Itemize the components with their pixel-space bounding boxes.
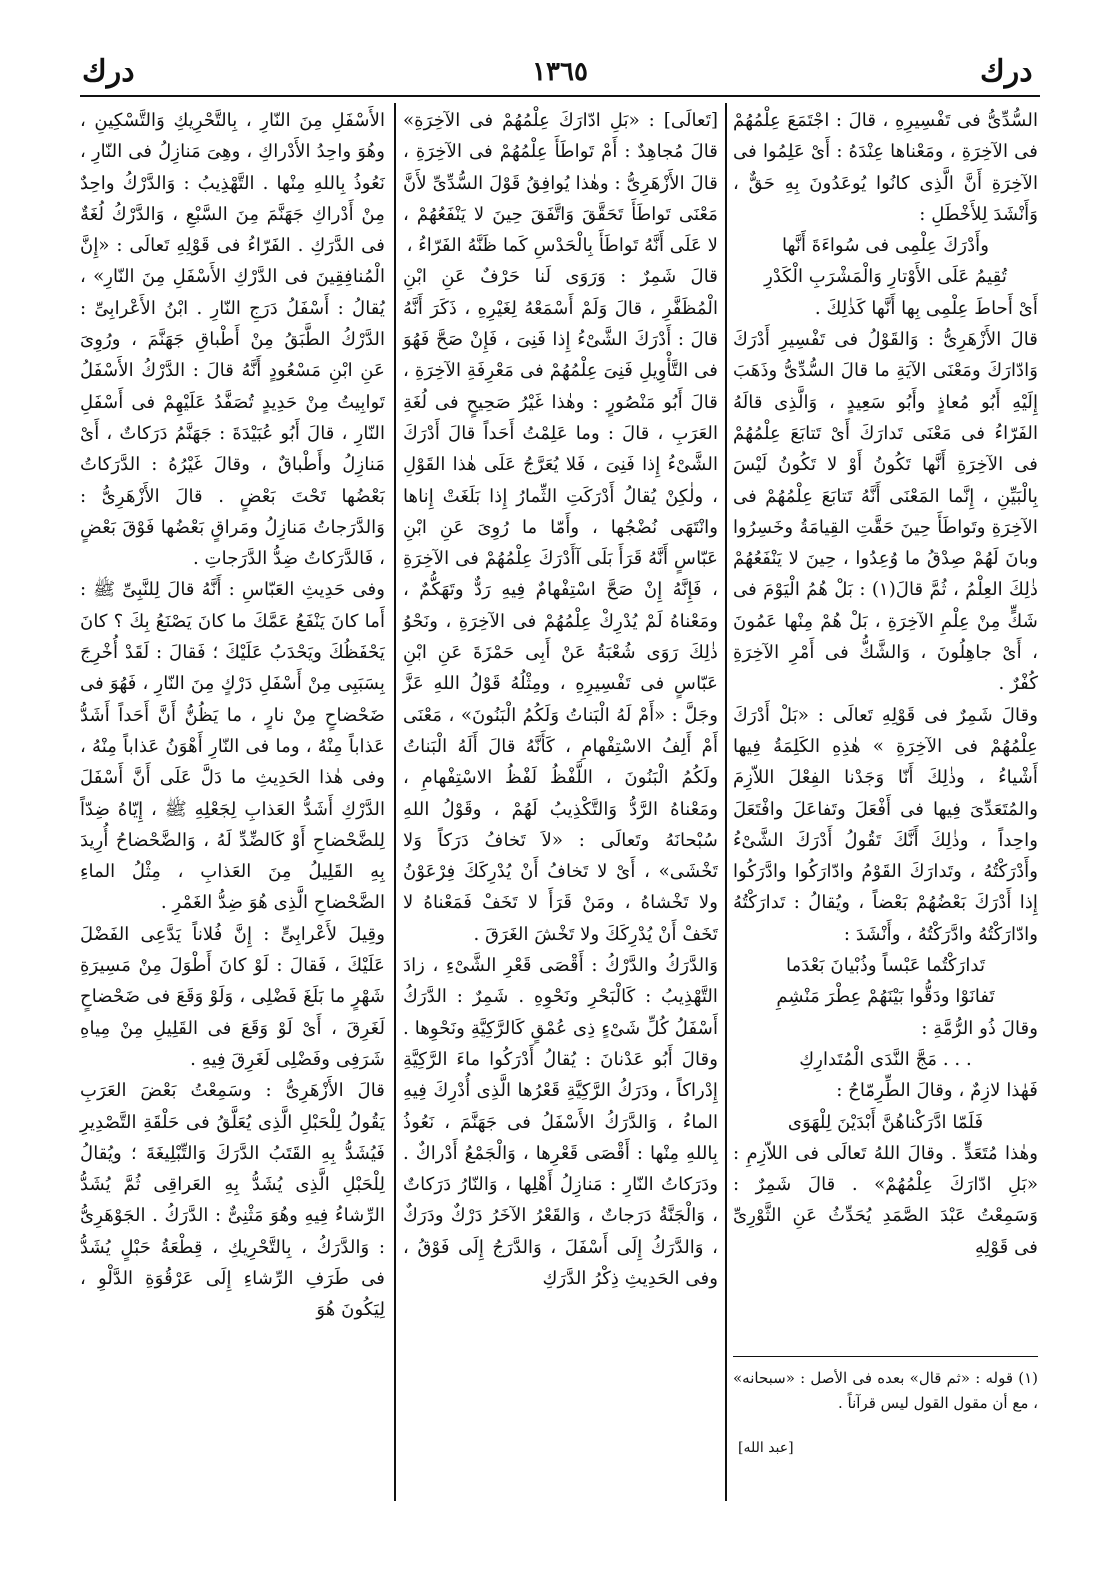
paragraph: قالَ الأَزْهَرِىُّ : وسَمِعْتُ بَعْضَ العَرَبِ يَقُولُ لِلْحَبْلِ الَّذِى يُعَلَّقُ فى حَلْقَةِ التَّصْدِيرِ فَيُشَدُّ بِهِ القَتَبُ الدَّرَكَ وَالتِّبْلِيغَةَ ؛ ويُقالُ لِلْحَبْلِ الَّذِى يُشَدُّ بِهِ العَراقِى ثُمَّ يُشَدُّ الرِّشاءُ فِيهِ وهُوَ مَثْنِىٌّ : الدَّرَكُ . الجَوْهَرِىُّ : وَالدَّرَكُ ، بِالتَّحْرِيكِ ، قِطْعَةُ حَبْلٍ يُشَدُّ فى طَرَفِ الرِّشاءِ إِلَى عَرْقُوَةِ الدَّلْوِ ، لِيَكُونَ هُوَ xyxy=(80,1080,385,1321)
verse-line: تَدارَكْتُما عَبْساً وذُبْيانَ بَعْدَما xyxy=(785,955,986,977)
paragraph: فَهٰذا لازِمٌ ، وقالَ الطِّرِمّاحُ : xyxy=(836,1080,1038,1102)
footnote: (١) قوله : «ثم قال» بعده فى الأصل : «سبحانه» ، مع أن مقول القول ليس قرآناً . xyxy=(733,1369,1038,1412)
header-rule xyxy=(80,95,1040,97)
paragraph: قالَ الأَزْهَرِىُّ : وَالقَوْلُ فى تَفْسِيرِ أَدْرَكَ وَادّارَكَ ومَعْنَى الآيَةِ ما قالَ السُّدِّىُّ وذَهَبَ إِلَيْهِ أَبُو مُعاذٍ وأَبُو سَعِيدٍ ، وَالَّذِى قالَهُ الفَرّاءُ فى مَعْنَى تَدارَكَ أَىْ تَتابَعَ عِلْمُهُمْ فى الآخِرَةِ أَنَّها تَكُونُ أَوْ لا تَكُونُ لَيْسَ بِالْبَيِّنِ ، إِنَّما المَعْنَى أَنَّهُ تَتابَعَ عِلْمُهُمْ فى الآخِرَةِ وتَواطَأَ حِينَ حَقَّتِ القِيامَةُ وخَسِرُوا وبانَ لَهُمْ صِدْقُ ما وُعِدُوا ، حِينَ لا يَنْفَعُهُمْ ذٰلِكَ العِلْمُ ، ثُمَّ قالَ(١) : بَلْ هُمُ الْيَوْمَ فى شَكٍّ مِنْ عِلْمِ الآخِرَةِ ، بَلْ هُمْ مِنْها عَمُونَ ، أَىْ جاهِلُونَ ، وَالشَّكُّ فى أَمْرِ الآخِرَةِ كُفْرٌ . xyxy=(733,329,1038,695)
paragraph: وقِيلَ لأَعْرابِىٍّ : إِنَّ فُلاناً يَدَّعِى الفَضْلَ عَلَيْكَ ، فَقالَ : لَوْ كانَ أَطْوَلَ مِنْ مَسِيرَةِ شَهْرٍ ما بَلَغَ فَضْلِى ، وَلَوْ وَقَعَ فى ضَحْضاحٍ لَغَرِقَ ، أَىْ لَوْ وَقَعَ فى القَلِيلِ مِنْ مِياهِ شَرَفِى وفَضْلِى لَغَرِقَ فِيهِ . xyxy=(80,923,385,1070)
paragraph: السُّدِّىُّ فى تَفْسِيرِهِ ، قالَ : اجْتَمَعَ عِلْمُهُمْ فى الآخِرَةِ ، ومَعْناها عِنْدَهُ : أَىْ عَلِمُوا فى الآخِرَةِ أَنَّ الَّذِى كانُوا يُوعَدُونَ بِهِ حَقٌّ ، وَأَنْشَدَ لِلأَخْطَلِ : xyxy=(733,110,1038,225)
paragraph: الأَسْفَلِ مِنَ النّارِ ، بِالتَّحْرِيكِ وَالتَّسْكِينِ ، وهُوَ واحِدُ الأَدْراكِ ، وهِىَ مَنازِلُ فى النّارِ ، نَعُوذُ بِاللهِ مِنْها . التَّهْذِيبُ : وَالدَّرْكُ واحِدٌ مِنْ أَدْراكِ جَهَنَّمَ مِنَ السَّبْعِ ، وَالدَّرْكُ لُغَةٌ فى الدَّرَكِ . الفَرّاءُ فى قَوْلِهِ تَعالَى : «إِنَّ الْمُنافِقِينَ فى الدَّرْكِ الأَسْفَلِ مِنَ النّارِ» ، يُقالُ : أَسْفَلُ دَرَجِ النّارِ . ابْنُ الأَعْرابِىِّ : الدَّرْكُ الطَّبَقُ مِنْ أَطْباقِ جَهَنَّمَ ، ورُوِىَ عَنِ ابْنِ مَسْعُودٍ أَنَّهُ قالَ : الدَّرْكُ الأَسْفَلُ تَوابِيتُ مِنْ حَدِيدٍ تُصَفَّدُ عَلَيْهِمْ فى أَسْفَلِ النّارِ ، قالَ أَبُو عُبَيْدَةَ : جَهَنَّمُ دَرَكاتٌ ، أَىْ مَنازِلُ وأَطْباقٌ ، وقالَ غَيْرُهُ : الدَّرَكاتُ بَعْضُها تَحْتَ بَعْضٍ . قالَ الأَزْهَرِىُّ : وَالدَّرَجاتُ مَنازِلُ ومَراقٍ بَعْضُها فَوْقَ بَعْضٍ ، فَالدَّرَكاتُ ضِدُّ الدَّرَجاتِ . xyxy=(80,110,385,570)
paragraph: وقالَ شَمِرٌ فى قَوْلِهِ تَعالَى : «بَلْ أَدْرَكَ عِلْمُهُمْ فى الآخِرَةِ » هٰذِهِ الكَلِمَةُ فِيها أَشْياءُ ، وذٰلِكَ أَنّا وَجَدْنا الفِعْلَ اللاّزِمَ والمُتَعَدِّىَ فِيها فى أَفْعَلَ وتَفاعَلَ وافْتَعَلَ واحِداً ، وذٰلِكَ أَنَّكَ تَقُولُ أَدْرَكَ الشَّىْءُ وأَدْرَكْتُهُ ، وتَدارَكَ القَوْمُ وادّارَكُوا وادَّرَكُوا إِذا أَدْرَكَ بَعْضُهُمْ بَعْضاً ، ويُقالُ : تَدارَكْتُهُ وادّارَكْتُهُ وادَّرَكْتُهُ ، وأَنْشَدَ : xyxy=(733,704,1038,945)
paragraph: أَىْ أَحاطَ عِلْمِى بِها أَنَّها كَذٰلِكَ . xyxy=(814,297,1038,319)
footnote-signature: [عبد الله] xyxy=(738,1440,794,1456)
verse-line: فَلَمّا ادَّرَكْناهُنَّ أَبْدَيْنَ لِلْهَوَى xyxy=(787,1111,984,1133)
paragraph: وفى حَدِيثِ العَبّاسِ : أَنَّهُ قالَ لِلنَّبِىِّ ﷺ : أَما كانَ يَنْفَعُ عَمَّكَ ما كانَ يَصْنَعُ بِكَ ؟ كانَ يَحْفَظُكَ ويَحْدَبُ عَلَيْكَ ؛ فَقالَ : لَقَدْ أُخْرِجَ بِسَبَبِى مِنْ أَسْفَلِ دَرْكٍ مِنَ النّارِ ، فَهُوَ فى ضَحْضاحٍ مِنْ نارٍ ، ما يَظُنُّ أَنَّ أَحَداً أَشَدُّ عَذاباً مِنْهُ ، وما فى النّارِ أَهْوَنُ عَذاباً مِنْهُ ، وفى هٰذا الحَدِيثِ ما دَلَّ عَلَى أَنَّ أَسْفَلَ الدَّرْكِ أَشَدُّ العَذابِ لِجَعْلِهِ ﷺ ، إِيّاهُ ضِدّاً لِلضَّحْضاحِ أَوْ كَالضِّدِّ لَهُ ، وَالضَّحْضاحُ أُرِيدَ بِهِ القَلِيلُ مِنَ العَذابِ ، مِثْلُ الماءِ الضَّحْضاحِ الَّذِى هُوَ ضِدُّ الغَمْرِ . xyxy=(80,579,385,914)
running-head-left: درك xyxy=(82,54,135,89)
verse-line: تُقِيمُ عَلَى الأَوْتارِ وَالْمَشْرَبِ الْكَدْرِ xyxy=(764,266,1007,288)
verse-line: وأَدْرَكَ عِلْمِى فى سُواءَةَ أَنَّها xyxy=(781,235,990,257)
paragraph: [تَعالَى] : «بَلِ ادّارَكَ عِلْمُهُمْ فى الآخِرَةِ» قالَ مُجاهِدٌ : أَمْ تَواطَأَ عِلْمُهُمْ فى الآخِرَةِ ، قالَ الأَزْهَرِىُّ : وهٰذا يُوافِقُ قَوْلَ السُّدِّىِّ لأَنَّ مَعْنَى تَواطَأَ تَحَقَّقَ وَاتَّفَقَ حِينَ لا يَنْفَعُهُمْ ، لا عَلَى أَنَّهُ تَواطَأَ بِالْحَدْسِ كَما ظَنَّهُ الفَرّاءُ ، xyxy=(403,110,718,257)
column-divider-left xyxy=(394,103,396,1501)
page-number: ١٣٦٥ xyxy=(532,57,588,87)
column-left xyxy=(80,105,385,1326)
paragraph: وقالَ ذُو الرُّمَّةِ : xyxy=(921,1017,1038,1039)
verse-line: . . . مَجَّ النَّدَى الْمُتَدارِكِ xyxy=(799,1048,972,1070)
column-right xyxy=(733,105,1038,1263)
paragraph: وهٰذا مُتَعَدٍّ . وقالَ اللهُ تَعالَى فى اللاّزِمِ : «بَلِ ادّارَكَ عِلْمُهُمْ» . قالَ شَمِرٌ : وَسَمِعْتُ عَبْدَ الصَّمَدِ يُحَدِّثُ عَنِ الثَّوْرِىِّ فى قَوْلِهِ xyxy=(733,1142,1038,1258)
column-middle xyxy=(403,105,718,1294)
running-head-right: درك xyxy=(980,54,1033,89)
paragraph: قالَ شَمِرٌ : وَرَوَى لَنا حَرْفٌ عَنِ ابْنِ الْمُظَفَّرِ ، قالَ وَلَمْ أَسْمَعْهُ لِغَيْرِهِ ، ذَكَرَ أَنَّهُ قالَ : أَدْرَكَ الشَّىْءُ إِذا فَنِىَ ، فَإِنْ صَحَّ فَهُوَ فى التَّأْوِيلِ فَنِىَ عِلْمُهُمْ فى مَعْرِفَةِ الآخِرَةِ ، قالَ أَبُو مَنْصُورٍ : وهٰذا غَيْرُ صَحِيحٍ فى لُغَةِ العَرَبِ ، قالَ : وما عَلِمْتُ أَحَداً قالَ أَدْرَكَ الشَّىْءُ إِذا فَنِىَ ، فَلا يُعَرَّجُ عَلَى هٰذا القَوْلِ ، ولٰكِنْ يُقالُ أَدْرَكَتِ الثِّمارُ إِذا بَلَغَتْ إِناها وانْتَهَى نُضْجُها ، وأَمّا ما رُوِىَ عَنِ ابْنِ عَبّاسٍ أَنَّهُ قَرَأَ بَلَى آأَدْرَكَ عِلْمُهُمْ فى الآخِرَةِ ، فَإِنَّهُ إِنْ صَحَّ اسْتِفْهامٌ فِيهِ رَدٌّ وتَهَكُّمٌ ، ومَعْناهُ لَمْ يُدْرِكْ عِلْمُهُمْ فى الآخِرَةِ ، ونَحْوُ ذٰلِكَ رَوَى شُعْبَةُ عَنْ أَبِى حَمْزَةَ عَنِ ابْنِ عَبّاسٍ فى تَفْسِيرِهِ ، ومِثْلُهُ قَوْلُ اللهِ عَزَّ وجَلَّ : «أَمْ لَهُ الْبَناتُ وَلَكُمُ الْبَنُونَ» ، مَعْنَى أَمْ أَلِفُ الاسْتِفْهامِ ، كَأَنَّهُ قالَ أَلَهُ الْبَناتُ ولَكُمُ الْبَنُونَ ، اللَّفْظُ لَفْظُ الاسْتِفْهامِ ، ومَعْناهُ الرَّدُّ وَالتَّكْذِيبُ لَهُمْ ، وقَوْلُ اللهِ سُبْحانَهُ وتَعالَى : «لاَ تَخافُ دَرَكاً وَلا تَخْشَى» ، أَىْ لا تَخافُ أَنْ يُدْرِكَكَ فِرْعَوْنُ ولا تَخْشاهُ ، ومَنْ قَرَأَ لا تَخَفْ فَمَعْناهُ لا تَخَفْ أَنْ يُدْرِكَكَ ولا تَخْشَ الغَرَقَ . xyxy=(403,266,718,945)
verse-line: تَفانَوْا ودَقُّوا بَيْنَهُمْ عِطْرَ مَنْشِمِ xyxy=(776,986,995,1008)
footnote-rule xyxy=(733,1356,1038,1357)
column-divider-right xyxy=(725,103,727,1501)
paragraph: وَالدَّرَكُ والدَّرْكُ : أَقْصَى قَعْرِ الشَّىْءِ ، زادَ التَّهْذِيبُ : كَالْبَحْرِ ونَحْوِهِ . شَمِرٌ : الدَّرَكُ أَسْفَلُ كُلِّ شَىْءٍ ذِى عُمْقٍ كَالرَّكِيَّةِ ونَحْوِها . وقالَ أَبُو عَدْنانَ : يُقالُ أَدْرَكُوا ماءَ الرَّكِيَّةِ إِدْراكاً ، ودَرَكُ الرَّكِيَّةِ قَعْرُها الَّذِى أُدْرِكَ فِيهِ الماءُ ، وَالدَّرَكُ الأَسْفَلُ فى جَهَنَّمَ ، نَعُوذُ بِاللهِ مِنْها : أَقْصَى قَعْرِها ، وَالْجَمْعُ أَدْراكٌ . ودَرَكاتُ النّارِ : مَنازِلُ أَهْلِها ، وَالنّارُ دَرَكاتٌ ، وَالْجَنَّةُ دَرَجاتٌ ، وَالقَعْرُ الآخَرُ دَرْكٌ ودَرَكٌ ، وَالدَّرَكُ إِلَى أَسْفَلَ ، وَالدَّرَجُ إِلَى فَوْقُ ، وفى الحَدِيثِ ذِكْرُ الدَّرَكِ xyxy=(403,955,718,1289)
